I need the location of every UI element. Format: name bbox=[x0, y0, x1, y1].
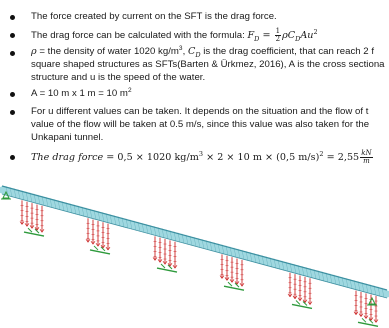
bullet-dot bbox=[10, 33, 15, 38]
formula-fraction bbox=[275, 28, 281, 43]
superscript: 2 bbox=[319, 149, 324, 158]
support-hatch bbox=[161, 264, 165, 268]
support-base bbox=[224, 286, 244, 290]
text-segment: is the drag coefficient, that can reach 2 f bbox=[200, 46, 375, 57]
text-line: square shaped structures as SFTs(Barten & Ürkmez, 2016), A is the cross sectiona bbox=[31, 59, 385, 70]
fraction-denominator: m bbox=[363, 157, 370, 165]
unit-fraction bbox=[360, 150, 372, 165]
text-line bbox=[31, 28, 318, 43]
superscript: 3 bbox=[198, 149, 203, 158]
bullet-dot bbox=[10, 15, 15, 20]
formula-intro: The drag force can be calculated with the formula: bbox=[31, 30, 248, 42]
formula-lhs: F bbox=[247, 30, 255, 42]
support-hatch bbox=[362, 318, 366, 322]
bullet-dot bbox=[10, 110, 15, 115]
support-hatch bbox=[296, 300, 300, 304]
text-line: value of the flow will be taken at 0.5 m/s, since this value was also taken for the bbox=[31, 119, 370, 130]
support-hatch bbox=[228, 282, 232, 286]
formula-rhs-b: Au bbox=[300, 30, 314, 42]
tunnel-tube-body bbox=[2, 190, 387, 294]
formula-lhs-sub: D bbox=[254, 34, 260, 43]
text-line bbox=[31, 88, 132, 99]
text-line: Unkapani tunnel. bbox=[31, 132, 104, 143]
drag-coefficient-symbol: C bbox=[187, 46, 196, 57]
tunnel-model-diagram bbox=[0, 180, 389, 328]
equation-part: × 2 × 10 m × (0,5 m/s) bbox=[203, 152, 320, 164]
subscript: D bbox=[195, 50, 201, 59]
text-line bbox=[31, 150, 374, 165]
support-hatch bbox=[94, 246, 98, 250]
fraction-numerator: 1 bbox=[275, 27, 281, 35]
support-base bbox=[90, 250, 110, 254]
support-base bbox=[24, 232, 44, 236]
equation-part: = 0,5 × 1020 kg/m bbox=[103, 152, 199, 164]
formula-rhs-sup: 2 bbox=[313, 27, 318, 36]
fraction-denominator: 2 bbox=[275, 35, 281, 43]
text-segment: = the density of water 1020 kg/m bbox=[36, 46, 179, 57]
text-line: The force created by current on the SFT is the drag force. bbox=[31, 11, 277, 22]
text-segment: , bbox=[182, 46, 188, 57]
support-base bbox=[292, 304, 312, 308]
support-base bbox=[157, 268, 177, 272]
formula-rhs-a: ρC bbox=[282, 30, 296, 42]
bullet-dot bbox=[10, 155, 15, 160]
text-segment: A = 10 m x 1 m = 10 m bbox=[31, 88, 128, 99]
superscript: 3 bbox=[178, 44, 183, 52]
equation-label: The drag force bbox=[31, 152, 104, 164]
text-line: For u different values can be taken. It depends on the situation and the flow of t bbox=[31, 106, 369, 117]
text-line bbox=[31, 46, 374, 57]
end-support-triangle bbox=[369, 298, 375, 304]
text-line: structure and u is the speed of the water. bbox=[31, 72, 206, 83]
rho-symbol: ρ bbox=[31, 46, 37, 57]
support-base bbox=[358, 322, 378, 326]
tunnel-tube-top-edge bbox=[2, 186, 387, 290]
support-hatch bbox=[28, 228, 32, 232]
bullet-dot bbox=[10, 51, 15, 56]
fraction-numerator: kN bbox=[361, 149, 372, 157]
equation-part: = 2,55 bbox=[323, 152, 360, 164]
superscript: 2 bbox=[127, 86, 132, 94]
bullet-dot bbox=[10, 92, 15, 97]
formula-equals: = bbox=[259, 30, 274, 42]
formula-rhs-sub: D bbox=[295, 34, 301, 43]
